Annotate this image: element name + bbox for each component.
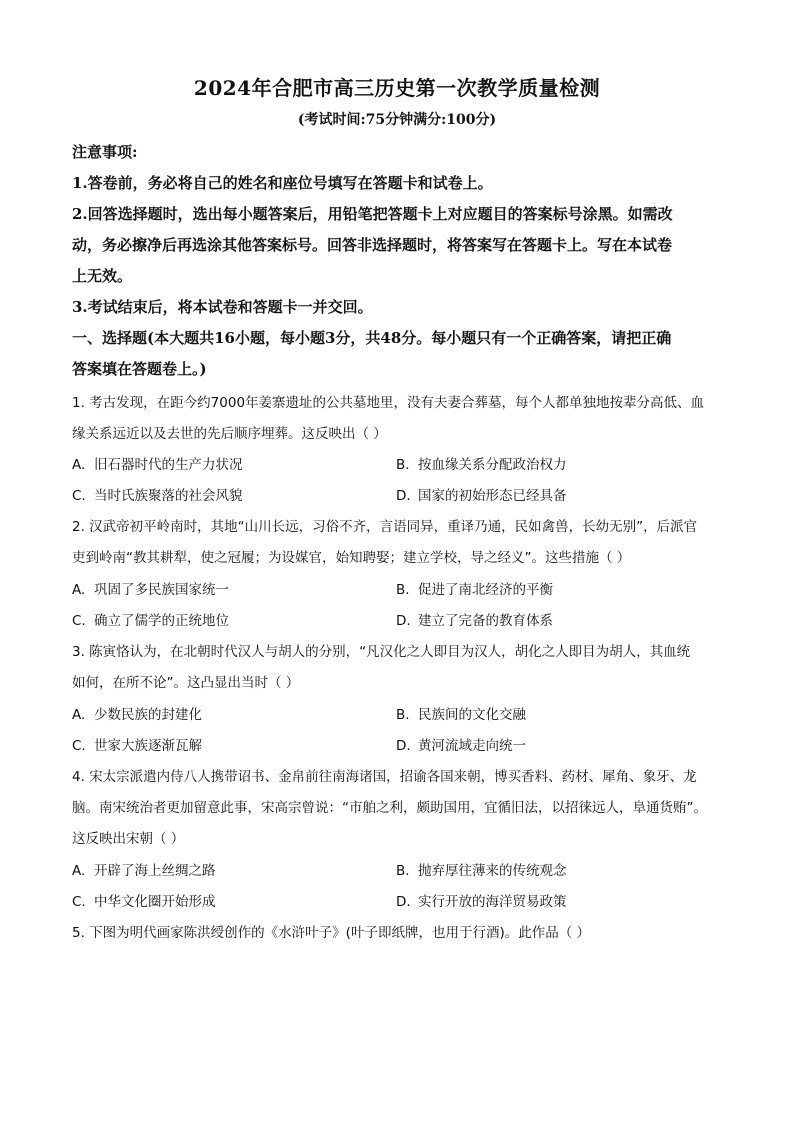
notice-item-2-line-1: 2.回答选择题时，选出每小题答案后，用铅笔把答题卡上对应题目的答案标号涂黑。如需改	[72, 205, 673, 223]
notice-item-2-line-2: 动，务必擦净后再选涂其他答案标号。回答非选择题时，将答案写在答题卡上。写在本试卷	[72, 236, 673, 254]
section-heading-line-2: 答案填在答题卷上。)	[72, 360, 207, 378]
option-label: B.	[396, 457, 410, 473]
option-text: 当时氏族聚落的社会风貌	[94, 488, 243, 504]
option-label: A.	[72, 863, 86, 879]
option-text: 黄河流域走向统一	[418, 738, 526, 754]
option-text: 确立了儒学的正统地位	[94, 613, 229, 629]
option-text: 国家的初始形态已经具备	[418, 488, 567, 504]
option-text: 民族间的文化交融	[418, 707, 526, 723]
option-label: C.	[72, 894, 86, 910]
question-1-line-2: 缘关系远近以及去世的先后顺序埋葬。这反映出（ ）	[72, 426, 387, 442]
option-text: 少数民族的封建化	[94, 707, 202, 723]
question-4-option-a[interactable]	[72, 859, 216, 879]
option-text: 巩固了多民族国家统一	[94, 582, 229, 598]
question-1-option-c[interactable]	[72, 484, 243, 504]
question-3-option-a[interactable]	[72, 703, 202, 723]
option-label: C.	[72, 613, 86, 629]
question-1-option-d[interactable]	[396, 484, 567, 504]
option-label: B.	[396, 863, 410, 879]
question-3-option-b[interactable]	[396, 703, 526, 723]
question-4-line-1: 4. 宋太宗派遣内侍八人携带诏书、金帛前往南海诸国，招谕各国来朝，博买香料、药材、犀角、象牙、龙	[72, 769, 697, 785]
option-label: C.	[72, 488, 86, 504]
option-text: 旧石器时代的生产力状况	[94, 457, 243, 473]
question-4-option-d[interactable]	[396, 890, 567, 910]
notice-item-2-line-3: 上无效。	[72, 267, 133, 285]
question-1-line-1: 1. 考古发现，在距今约7000年姜寨遗址的公共墓地里，没有夫妻合葬墓，每个人都单独地按辈分高低、血	[72, 395, 705, 411]
option-label: D.	[396, 894, 411, 910]
option-text: 开辟了海上丝绸之路	[94, 863, 216, 879]
option-label: A.	[72, 707, 86, 723]
question-2-line-2: 吏到岭南“教其耕犁，使之冠履；为设媒官，始知聘娶；建立学校，导之经义”。这些措施（ ）	[72, 550, 631, 566]
notice-item-3: 3.考试结束后，将本试卷和答题卡一并交回。	[72, 298, 373, 316]
option-label: D.	[396, 488, 411, 504]
question-3-line-1: 3. 陈寅恪认为，在北朝时代汉人与胡人的分别，“凡汉化之人即目为汉人，胡化之人即目为胡人，其血统	[72, 644, 691, 660]
question-4-line-2: 脑。南宋统治者更加留意此事，宋高宗曾说：“市舶之利，颇助国用，宜循旧法，以招徕远人，阜通货贿”。	[72, 800, 707, 816]
option-label: B.	[396, 582, 410, 598]
question-3-line-2: 如何，在所不论”。这凸显出当时（ ）	[72, 675, 300, 691]
question-2-option-b[interactable]	[396, 578, 553, 598]
option-label: D.	[396, 613, 411, 629]
exam-title: 2024年合肥市高三历史第一次教学质量检测	[193, 76, 601, 100]
question-1-option-a[interactable]	[72, 453, 243, 473]
question-4-line-3: 这反映出宋朝（ ）	[72, 831, 185, 847]
question-4-option-c[interactable]	[72, 890, 216, 910]
option-label: A.	[72, 582, 86, 598]
section-heading-line-1: 一、选择题(本大题共16小题，每小题3分，共48分。每小题只有一个正确答案，请把正确	[72, 329, 672, 347]
option-text: 建立了完备的教育体系	[418, 613, 553, 629]
exam-time-info: (考试时间:75分钟满分:100分)	[297, 112, 497, 128]
option-label: B.	[396, 707, 410, 723]
notice-item-1: 1.答卷前，务必将自己的姓名和座位号填写在答题卡和试卷上。	[72, 174, 493, 192]
question-2-option-d[interactable]	[396, 609, 553, 629]
option-text: 世家大族逐渐瓦解	[94, 738, 202, 754]
option-text: 实行开放的海洋贸易政策	[418, 894, 567, 910]
option-label: A.	[72, 457, 86, 473]
question-3-option-c[interactable]	[72, 734, 202, 754]
question-4-option-b[interactable]	[396, 859, 567, 879]
question-2-option-a[interactable]	[72, 578, 229, 598]
question-2-option-c[interactable]	[72, 609, 229, 629]
option-label: D.	[396, 738, 411, 754]
question-1-option-b[interactable]	[396, 453, 567, 473]
option-text: 抛弃厚往薄来的传统观念	[418, 863, 567, 879]
option-label: C.	[72, 738, 86, 754]
question-3-option-d[interactable]	[396, 734, 526, 754]
notice-heading: 注意事项:	[72, 143, 138, 161]
question-5-line-1: 5. 下图为明代画家陈洪绶创作的《水浒叶子》(叶子即纸牌，也用于行酒)。此作品（ ）	[72, 925, 590, 941]
option-text: 按血缘关系分配政治权力	[418, 457, 567, 473]
question-2-line-1: 2. 汉武帝初平岭南时，其地“山川长远，习俗不齐，言语同异，重译乃通，民如禽兽，长幼无别”，后派官	[72, 519, 698, 535]
option-text: 中华文化圈开始形成	[94, 894, 216, 910]
option-text: 促进了南北经济的平衡	[418, 582, 553, 598]
